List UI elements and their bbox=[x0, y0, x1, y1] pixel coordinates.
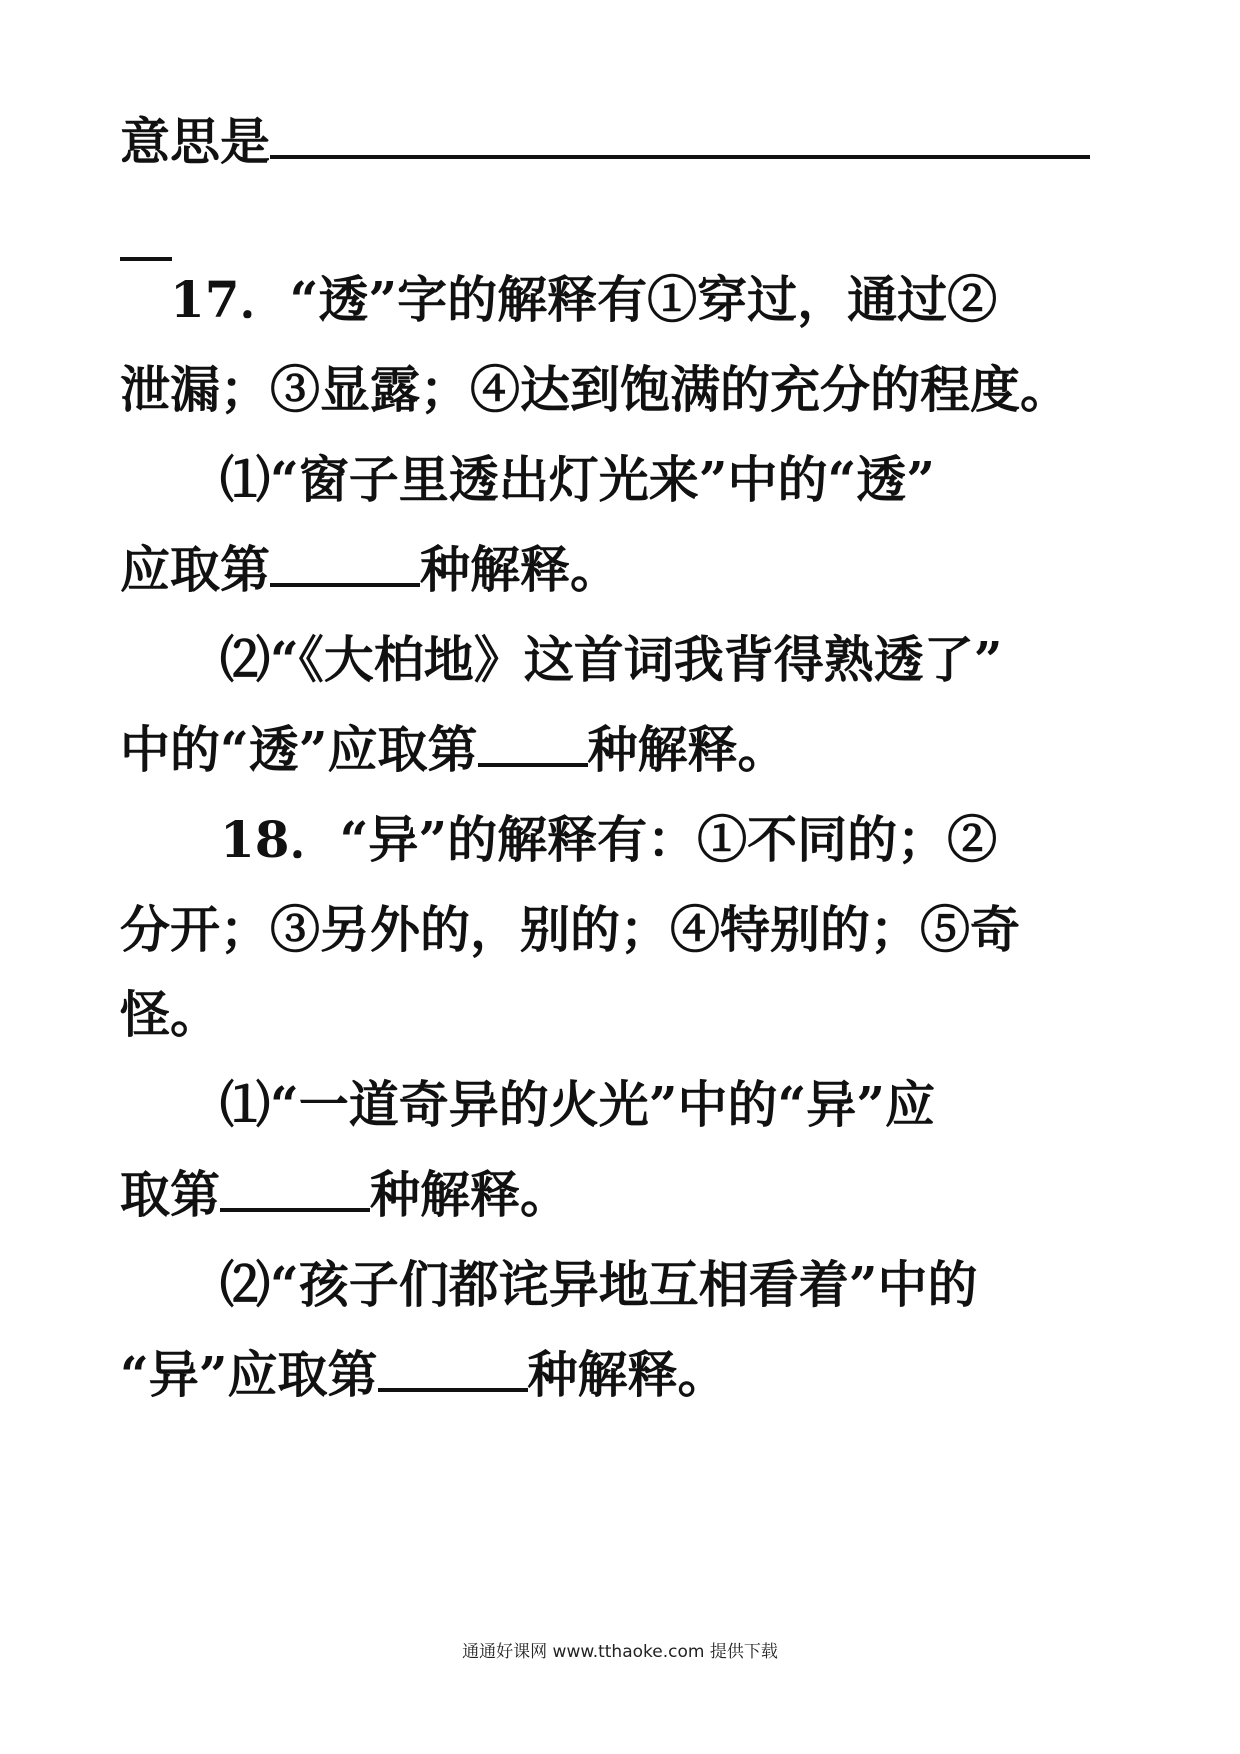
line-text: 怪。 bbox=[120, 985, 220, 1044]
answer-blank[interactable] bbox=[378, 1348, 528, 1392]
q18-sub1-line-2 bbox=[120, 1165, 570, 1225]
line-text: ⑴“窗子里透出灯光来”中的“透” bbox=[220, 450, 936, 509]
question-17-line-2 bbox=[120, 360, 1070, 420]
q18-sub2-line-2 bbox=[120, 1345, 728, 1405]
answer-blank[interactable] bbox=[270, 115, 1090, 159]
page-footer: 通通好课网 www.tthaoke.com 提供下载 bbox=[462, 1642, 778, 1662]
q18-sub1-line-1 bbox=[220, 1075, 935, 1135]
line-text: 种解释。 bbox=[420, 540, 620, 599]
line-text: 取第 bbox=[120, 1165, 220, 1224]
line-text: ⑵“孩子们都诧异地互相看着”中的 bbox=[220, 1255, 978, 1314]
line-text: ⑵“《大柏地》这首词我背得熟透了” bbox=[220, 630, 1003, 689]
question-18-line-1 bbox=[220, 810, 997, 870]
q17-sub2-line-2 bbox=[120, 720, 788, 780]
q17-sub1-line-2 bbox=[120, 540, 620, 600]
line-text: 种解释。 bbox=[370, 1165, 570, 1224]
continuation-dash bbox=[120, 257, 172, 261]
line-text: 种解释。 bbox=[527, 1345, 728, 1404]
question-18-line-2 bbox=[120, 900, 1020, 960]
q17-sub2-line-1 bbox=[220, 630, 1003, 690]
line-text: 泄漏；③显露；④达到饱满的充分的程度。 bbox=[120, 360, 1070, 419]
q18-sub2-line-1 bbox=[220, 1255, 978, 1315]
line-text: ⑴“一道奇异的火光”中的“异”应 bbox=[220, 1075, 936, 1134]
question-17-line-1 bbox=[170, 270, 997, 330]
answer-blank[interactable] bbox=[478, 723, 588, 767]
question-18-line-3 bbox=[120, 985, 220, 1045]
line-text: 意思是 bbox=[120, 112, 270, 171]
line-text: 分开；③另外的，别的；④特别的；⑤奇 bbox=[120, 900, 1020, 959]
line-text: 种解释。 bbox=[587, 720, 788, 779]
line-text: 18．“异”的解释有：①不同的；② bbox=[220, 810, 998, 869]
line-text: “异”应取第 bbox=[120, 1345, 378, 1404]
line-text: 应取第 bbox=[120, 540, 270, 599]
answer-blank[interactable] bbox=[270, 543, 420, 587]
line-text: 17．“透”字的解释有①穿过，通过② bbox=[170, 270, 998, 329]
text-line-1 bbox=[120, 112, 1090, 172]
q17-sub1-line-1 bbox=[220, 450, 935, 510]
line-text: 中的“透”应取第 bbox=[120, 720, 478, 779]
answer-blank[interactable] bbox=[220, 1168, 370, 1212]
